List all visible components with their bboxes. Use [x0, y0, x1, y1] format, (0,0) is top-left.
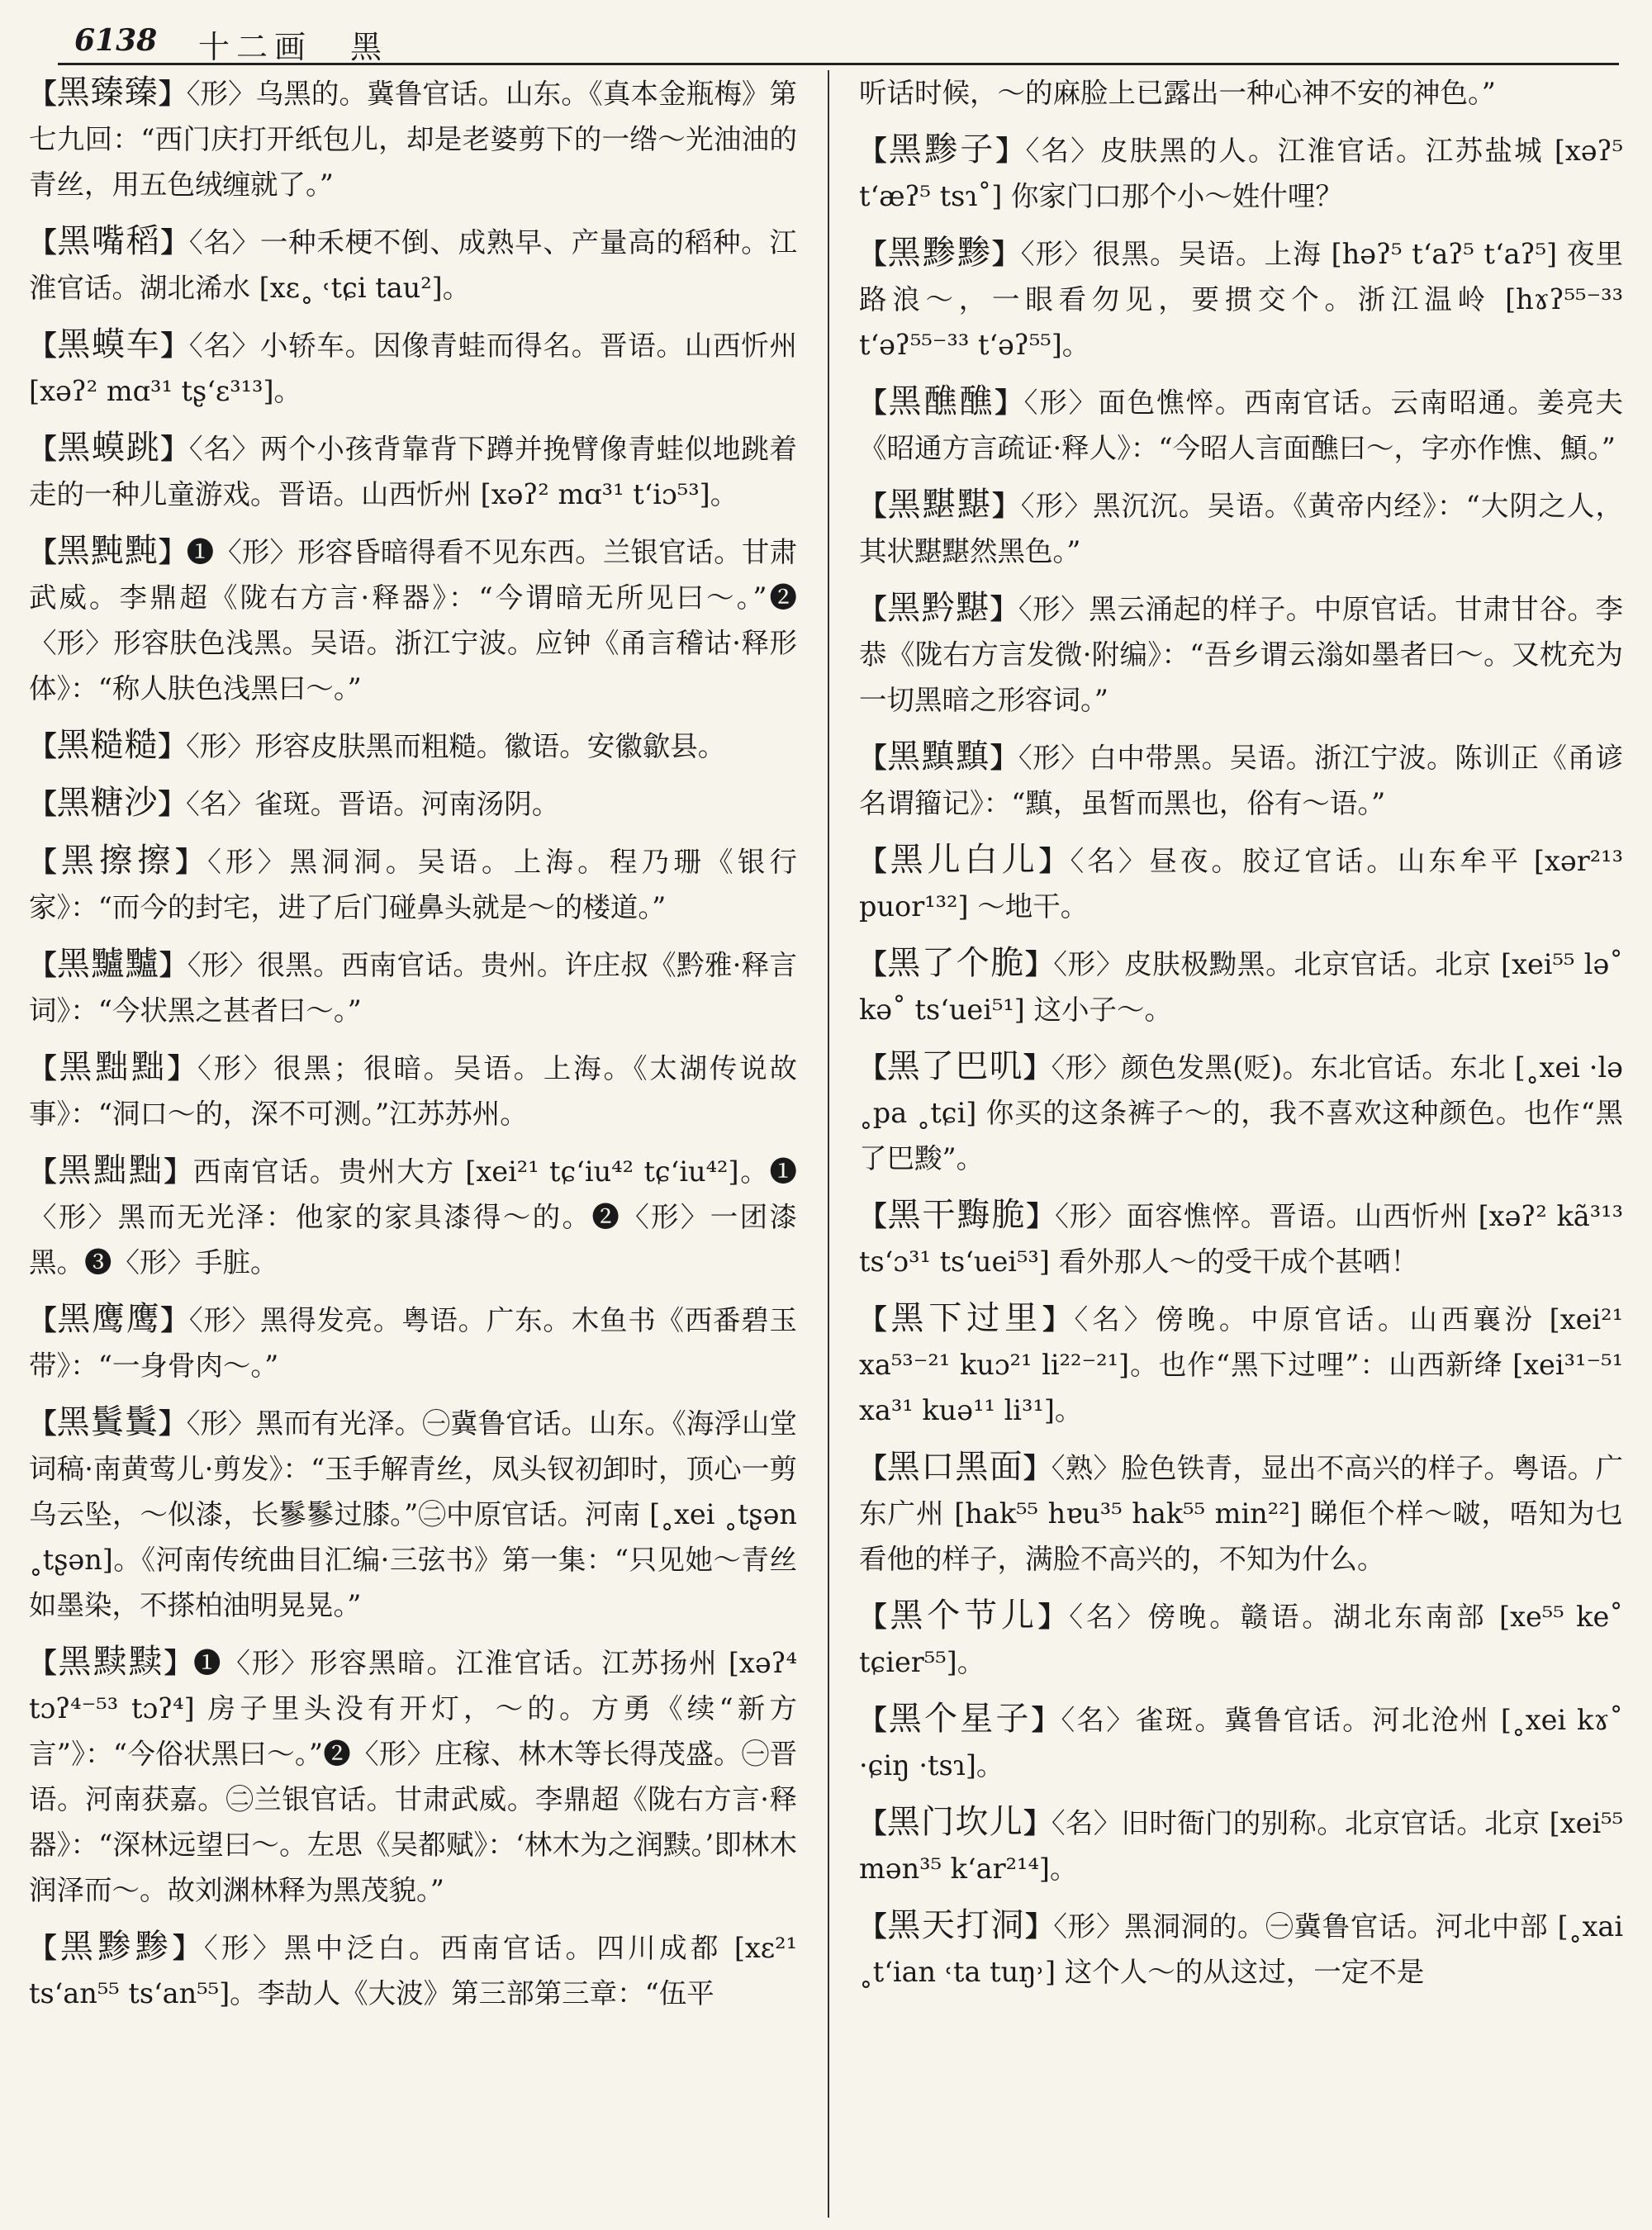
headword: 黑鹰鹰	[57, 1300, 161, 1338]
dictionary-entry	[859, 1800, 1623, 1891]
open-bracket: 【	[859, 387, 889, 419]
headword: 黑臻臻	[56, 74, 159, 112]
definition: 〈形〉乌黑的。冀鲁官话。山东。《真本金瓶梅》第七九回：“西门庆打开纸包儿，却是老婆剪下的一绺～光油油的青丝，用五色绒缠就了。”	[29, 78, 797, 201]
dictionary-entry	[859, 837, 1623, 929]
headword: 黑天打洞	[887, 1906, 1026, 1944]
open-bracket: 【	[859, 1452, 887, 1484]
headword: 黑糙糙	[56, 726, 159, 764]
headword: 黑嘴稻	[57, 222, 161, 260]
definition: 〈名〉小轿车。因像青蛙而得名。晋语。山西忻州 [xəʔ² mɑ³¹ tʂ‘ɛ³¹³]。	[29, 330, 797, 407]
headword: 黑黜黜	[58, 1151, 164, 1189]
definition: 〈形〉黑洞洞。吴语。上海。程乃珊《银行家》：“而今的封宅，进了后门碰鼻头就是～的楼道。”	[29, 846, 797, 923]
left-column	[29, 70, 797, 2218]
headword: 黑了巴叽	[886, 1047, 1023, 1085]
page-number: 6138	[74, 23, 158, 58]
headword: 黑黗黗	[56, 532, 159, 570]
definition: 〈形〉很黑。吴语。上海 [həʔ⁵ t‘aʔ⁵ t‘aʔ⁵] 夜里路浪～，一眼看勿见，要掼交个。浙江温岭 [hɤʔ⁵⁵⁻³³ t‘əʔ⁵⁵⁻³³ t‘əʔ⁵⁵]。	[859, 238, 1623, 361]
headword: 黑个节儿	[890, 1597, 1038, 1635]
dictionary-entry	[859, 1593, 1623, 1685]
dictionary-entry	[859, 1445, 1623, 1582]
close-bracket: 】	[1026, 1200, 1056, 1232]
headword: 黑干黣脆	[887, 1196, 1027, 1234]
close-bracket: 】	[159, 949, 188, 981]
dictionary-entry	[859, 1193, 1623, 1284]
dictionary-entry	[29, 322, 797, 414]
definition: 〈形〉白中带黑。吴语。浙江宁波。陈训正《甬谚名谓籀记》：“黰，虽皙而黑也，俗有～语。”	[859, 742, 1623, 819]
definition: 〈名〉傍晚。赣语。湖北东南部 [xe⁵⁵ ke˚ tɕier⁵⁵]。	[859, 1601, 1623, 1678]
definition: 〈形〉颜色发黑(贬)。东北官话。东北 [˳xei ·lə ˳pa ˳tɕi] 你买的这条裤子～的，我不喜欢这种颜色。也作“黑了巴黢”。	[859, 1051, 1623, 1174]
headword: 黑糖沙	[56, 784, 159, 822]
close-bracket: 】	[158, 536, 187, 568]
open-bracket: 【	[29, 536, 57, 568]
headword: 黑儿白儿	[890, 841, 1039, 879]
definition: 〈形〉很黑；很暗。吴语。上海。《太湖传说故事》：“洞口～的，深不可测。”江苏苏州。	[29, 1052, 797, 1130]
headword: 黑个星子	[888, 1700, 1032, 1738]
open-bracket: 【	[859, 593, 888, 625]
open-bracket: 【	[29, 730, 57, 762]
open-bracket: 【	[859, 1051, 887, 1084]
open-bracket: 【	[29, 1407, 57, 1440]
definition: 〈形〉皮肤极黝黑。北京官话。北京 [xei⁵⁵ lə˚ kə˚ ts‘uei⁵¹] 这小子～。	[859, 948, 1623, 1026]
open-bracket: 【	[859, 1910, 888, 1943]
close-bracket: 】	[158, 1407, 187, 1440]
definition: 〈形〉黑云涌起的样子。中原官话。甘肃甘谷。李恭《陇右方言发微·附编》：“吾乡谓云滃如墨者曰～。又枕充为一切黑暗之形容词。”	[859, 593, 1623, 716]
dictionary-entry	[859, 1696, 1623, 1788]
close-bracket: 】	[175, 846, 208, 878]
right-column	[859, 70, 1623, 2218]
dictionary-entry	[29, 1045, 797, 1136]
dictionary-entry	[29, 1924, 797, 2016]
open-bracket: 【	[29, 788, 57, 820]
headword: 黑口黑面	[886, 1448, 1023, 1486]
headword: 黑醮醮	[888, 382, 995, 420]
headword: 黑擦擦	[60, 842, 176, 880]
dictionary-entry	[859, 1903, 1623, 1995]
definition: 西南官话。贵州大方 [xei²¹ tɕ‘iu⁴² tɕ‘iu⁴²]。❶〈形〉黑而无光泽：他家的家具漆得～的。❷〈形〉一团漆黑。❸〈形〉手脏。	[29, 1155, 797, 1279]
headword: 黑了个脆	[887, 944, 1026, 982]
open-bracket: 【	[29, 78, 57, 110]
definition: 〈形〉黑沉沉。吴语。《黄帝内经》：“大阴之人，其状黮黮然黑色。”	[859, 490, 1623, 567]
definition: 〈名〉皮肤黑的人。江淮官话。江苏盐城 [xəʔ⁵ t‘æʔ⁵ tsɿ˚] 你家门口那个小～姓什哩？	[859, 135, 1623, 212]
definition: 〈形〉黑而有光泽。㊀冀鲁官话。山东。《海浮山堂词稿·南黄莺儿·剪发》：“玉手解青丝，凤头钗初卸时，顶心一剪乌云坠，～似漆，长鬖鬖过膝。”㊁中原官话。河南 [˳xei ˳tʂən ˳tʂən]。《河南传统曲目汇编·三弦书》第一集：“只见她～青丝如墨染，不搽柏油明晃晃。”	[29, 1407, 797, 1621]
open-bracket: 【	[859, 948, 888, 980]
open-bracket: 【	[859, 1303, 891, 1336]
page-header	[58, 15, 1619, 65]
headword: 黑蟆跳	[57, 429, 161, 467]
close-bracket: 】	[1025, 948, 1054, 980]
open-bracket: 【	[29, 1932, 60, 1964]
close-bracket: 】	[1038, 845, 1070, 877]
close-bracket: 】	[995, 135, 1026, 167]
headword: 黑黪黪	[887, 234, 993, 272]
definition: ❶〈形〉形容黑暗。江淮官话。江苏扬州 [xəʔ⁴ tɔʔ⁴⁻⁵³ tɔʔ⁴] 房子里头没有开灯，～的。方勇《续“新方言”》：“今俗状黑曰～。”❷〈形〉庄稼、林木等长得茂盛。㊀晋语。河南获嘉。㊁兰银官话。甘肃武威。李鼎超《陇右方言·释器》：“深林远望曰～。左思《吴都赋》：‘林木为之润黩。’即林木润泽而～。故刘渊林释为黑茂貌。”	[29, 1647, 797, 1906]
headword: 黑黪子	[888, 130, 996, 168]
open-bracket: 【	[859, 1807, 887, 1839]
dictionary-entry	[29, 1148, 797, 1285]
close-bracket: 】	[160, 1304, 189, 1336]
definition: ❶〈形〉形容昏暗得看不见东西。兰银官话。甘肃武威。李鼎超《陇右方言·释器》：“今谓暗无所见曰～。”❷〈形〉形容肤色浅黑。吴语。浙江宁波。应钟《甬言稽诂·释形体》：“称人肤色浅黑曰～。”	[29, 536, 797, 705]
definition: 〈名〉两个小孩背靠背下蹲并挽臂像青蛙似地跳着走的一种儿童游戏。晋语。山西忻州 [xəʔ² mɑ³¹ t‘iɔ⁵³]。	[29, 433, 797, 510]
close-bracket: 】	[160, 433, 189, 465]
close-bracket: 】	[1023, 1807, 1051, 1839]
definition: 〈名〉雀斑。冀鲁官话。河北沧州 [˳xei kɤ˚ ·ɕiŋ ·tsɿ]。	[859, 1704, 1623, 1782]
open-bracket: 【	[859, 845, 890, 877]
dictionary-entry	[859, 482, 1623, 574]
headword: 黑黸黸	[56, 945, 159, 983]
dictionary-entry	[859, 586, 1623, 723]
close-bracket: 】	[158, 78, 187, 110]
open-bracket: 【	[29, 1052, 59, 1084]
definition: 〈熟〉脸色铁青，显出不高兴的样子。粤语。广东广州 [hak⁵⁵ hɐu³⁵ hak⁵⁵ min²²] 睇佢个样～啵，唔知为乜 看他的样子，满脸不高兴的，不知为什么。	[859, 1452, 1623, 1575]
open-bracket: 【	[29, 846, 61, 878]
dictionary-entry	[859, 941, 1623, 1032]
close-bracket: 】	[992, 490, 1021, 522]
dictionary-entry	[29, 425, 797, 517]
close-bracket: 】	[164, 1155, 193, 1188]
dictionary-entry	[859, 1044, 1623, 1181]
open-bracket: 【	[859, 135, 889, 167]
section-title: 十二画 黑	[198, 29, 389, 65]
close-bracket: 】	[167, 1052, 198, 1084]
headword: 黑黮黮	[887, 486, 993, 524]
dictionary-entry	[29, 780, 797, 827]
dictionary-entry	[859, 127, 1623, 219]
dictionary-entry	[29, 1297, 797, 1388]
dictionary-entry	[29, 70, 797, 207]
column-divider	[828, 70, 829, 2218]
continued-text: 听话时候，～的麻脸上已露出一种心神不安的神色。”	[859, 77, 1496, 109]
dictionary-entry	[859, 379, 1623, 471]
definition: 〈形〉形容皮肤黑而粗糙。徽语。安徽歙县。	[186, 730, 726, 762]
dictionary-entry	[29, 1639, 797, 1913]
definition: 〈名〉雀斑。晋语。河南汤阴。	[186, 788, 560, 820]
headword: 黑鬒鬒	[56, 1403, 159, 1441]
close-bracket: 】	[1025, 1910, 1054, 1943]
dictionary-entry	[29, 723, 797, 769]
headword: 黑黔黮	[887, 589, 990, 627]
dictionary-entry	[29, 838, 797, 930]
close-bracket: 】	[995, 387, 1024, 419]
open-bracket: 【	[29, 1647, 59, 1679]
open-bracket: 【	[859, 742, 888, 774]
headword: 黑蟆车	[57, 325, 161, 363]
close-bracket: 】	[1023, 1452, 1051, 1484]
open-bracket: 【	[859, 1601, 890, 1633]
open-bracket: 【	[29, 949, 57, 981]
open-bracket: 【	[29, 433, 58, 465]
dictionary-entry	[29, 942, 797, 1033]
definition: 〈名〉一种禾梗不倒、成熟早、产量高的稻种。江淮官话。湖北浠水 [xɛ˳ ˓tɕi tau²]。	[29, 226, 797, 304]
close-bracket: 】	[172, 1932, 204, 1964]
definition: 〈形〉很黑。西南官话。贵州。许庄叔《黔雅·释言词》：“今状黑之甚者曰～。”	[29, 949, 797, 1027]
headword: 黑黩黩	[58, 1643, 164, 1681]
headword: 黑下过里	[890, 1299, 1043, 1337]
open-bracket: 【	[29, 1155, 59, 1188]
dictionary-entry	[29, 219, 797, 311]
headword: 黑黜黜	[59, 1048, 168, 1086]
dictionary-entry	[29, 529, 797, 711]
close-bracket: 】	[160, 330, 189, 362]
close-bracket: 】	[158, 788, 186, 820]
definition: 〈名〉傍晚。中原官话。山西襄汾 [xei²¹ xa⁵³⁻²¹ kuɔ²¹ li²²⁻²¹]。也作“黑下过哩”：山西新绛 [xei³¹⁻⁵¹ xa³¹ kuə¹¹ li³¹]。	[859, 1303, 1623, 1426]
close-bracket: 】	[992, 238, 1021, 270]
dictionary-entry	[859, 230, 1623, 368]
close-bracket: 】	[990, 742, 1018, 774]
definition: 〈名〉昼夜。胶辽官话。山东牟平 [xər²¹³ puor¹³²] ～地干。	[859, 845, 1623, 923]
open-bracket: 【	[29, 1304, 58, 1336]
close-bracket: 】	[990, 593, 1018, 625]
definition: 〈形〉黑得发亮。粤语。广东。木鱼书《西番碧玉带》：“一身骨肉～。”	[29, 1304, 797, 1382]
open-bracket: 【	[859, 1200, 888, 1232]
definition: 〈形〉面容憔悴。晋语。山西忻州 [xəʔ² kã³¹³ ts‘ɔ³¹ ts‘uei⁵³] 看外那人～的受干成个甚哂！	[859, 1200, 1623, 1278]
open-bracket: 【	[29, 330, 58, 362]
close-bracket: 】	[1042, 1303, 1075, 1336]
close-bracket: 】	[160, 226, 189, 259]
headword: 黑门坎儿	[886, 1803, 1024, 1841]
open-bracket: 【	[859, 1704, 889, 1736]
close-bracket: 】	[158, 730, 186, 762]
open-bracket: 【	[29, 226, 58, 259]
definition: 〈形〉面色憔悴。西南官话。云南昭通。姜亮夫《昭通方言疏证·释人》：“今昭人言面醮曰～，字亦作憔、顦。”	[859, 387, 1623, 464]
headword: 黑黰黰	[887, 738, 990, 776]
open-bracket: 【	[859, 238, 888, 270]
close-bracket: 】	[164, 1647, 194, 1679]
open-bracket: 【	[859, 490, 888, 522]
definition: 〈形〉黑洞洞的。㊀冀鲁官话。河北中部 [˳xai ˳t‘ian ˓ta tuŋ˒] 这个人～的从这过，一定不是	[859, 1910, 1623, 1988]
dictionary-entry	[859, 734, 1623, 826]
dictionary-entry	[29, 1400, 797, 1628]
definition: 〈名〉旧时衙门的别称。北京官话。北京 [xei⁵⁵ mən³⁵ k‘ar²¹⁴]。	[859, 1807, 1623, 1885]
close-bracket: 】	[1031, 1704, 1061, 1736]
dictionary-entry	[859, 1296, 1623, 1433]
close-bracket: 】	[1037, 1601, 1070, 1633]
headword: 黑黪黪	[59, 1928, 173, 1966]
definition: 〈形〉黑中泛白。西南官话。四川成都 [xɛ²¹ ts‘an⁵⁵ ts‘an⁵⁵]。李劼人《大波》第三部第三章：“伍平	[29, 1932, 797, 2009]
close-bracket: 】	[1023, 1051, 1051, 1084]
